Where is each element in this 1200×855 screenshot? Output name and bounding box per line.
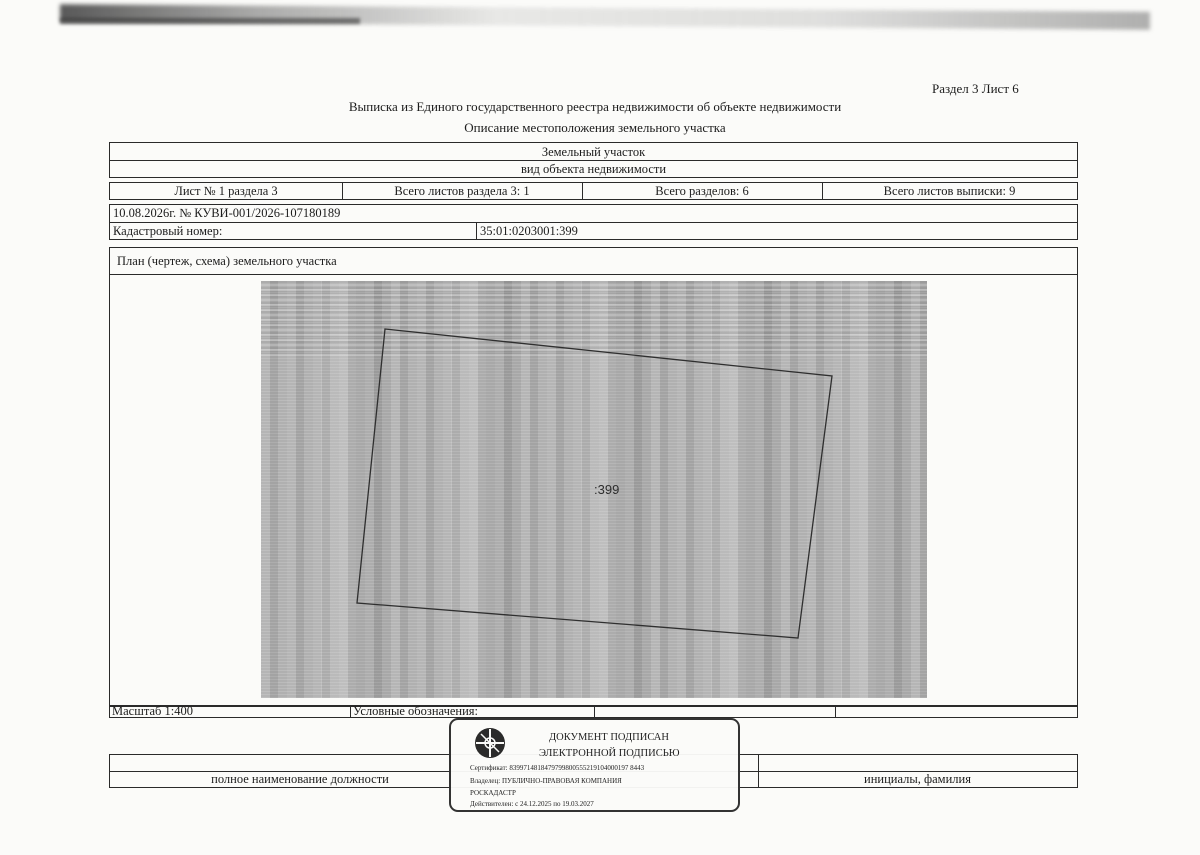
divider bbox=[110, 160, 1077, 161]
stamp-owner: Владелец: ПУБЛИЧНО-ПРАВОВАЯ КОМПАНИЯ bbox=[470, 777, 622, 785]
divider bbox=[110, 274, 1077, 275]
total-sheets: Всего листов выписки: 9 bbox=[883, 184, 1016, 198]
legend-label: Условные обозначения: bbox=[353, 704, 479, 718]
divider bbox=[110, 222, 1077, 223]
divider bbox=[835, 706, 836, 717]
cadastral-number: 35:01:0203001:399 bbox=[480, 224, 578, 238]
stamp-line-1: ДОКУМЕНТ ПОДПИСАН bbox=[549, 732, 669, 743]
total-sections: Всего разделов: 6 bbox=[655, 184, 749, 198]
parcel-map bbox=[261, 281, 927, 698]
divider bbox=[594, 706, 595, 717]
scale: Масштаб 1:400 bbox=[112, 704, 193, 718]
request-date-number: 10.08.2026г. № КУВИ-001/2026-107180189 bbox=[113, 206, 341, 220]
document-subtitle: Описание местоположения земельного участка bbox=[464, 120, 726, 135]
cadastral-label: Кадастровый номер: bbox=[113, 224, 223, 238]
plan-title: План (чертеж, схема) земельного участка bbox=[117, 254, 337, 268]
e-signature-stamp bbox=[449, 718, 740, 812]
object-type-caption: вид объекта недвижимости bbox=[520, 162, 667, 176]
divider bbox=[476, 222, 477, 239]
initials-caption: инициалы, фамилия bbox=[864, 772, 971, 786]
position-caption: полное наименование должности bbox=[211, 772, 389, 786]
stamp-certificate: Сертификат: 8399714818479799800555219104000197 8443 bbox=[470, 764, 645, 772]
rosreestr-emblem-icon bbox=[473, 726, 507, 760]
object-type-box bbox=[109, 142, 1078, 178]
request-box bbox=[109, 204, 1078, 240]
section-sheets: Всего листов раздела 3: 1 bbox=[394, 184, 530, 198]
sheet-number: Лист № 1 раздела 3 bbox=[174, 184, 278, 198]
object-type: Земельный участок bbox=[541, 145, 646, 159]
document-title: Выписка из Единого государственного реестра недвижимости об объекте недвижимости bbox=[348, 99, 842, 114]
stamp-line-2: ЭЛЕКТРОННОЙ ПОДПИСЬЮ bbox=[539, 748, 680, 759]
scan-shadow-top-dark bbox=[60, 18, 360, 24]
section-sheet-label: Раздел 3 Лист 6 bbox=[932, 81, 1019, 96]
sheet-info-row bbox=[109, 182, 1078, 200]
divider bbox=[350, 706, 351, 717]
stamp-owner-2: РОСКАДАСТР bbox=[470, 789, 516, 797]
parcel-label: :399 bbox=[594, 482, 620, 497]
scan-shadow-top bbox=[60, 4, 1150, 30]
scale-legend-row bbox=[109, 705, 1078, 718]
stamp-validity: Действителен: с 24.12.2025 по 19.03.2027 bbox=[470, 800, 594, 808]
